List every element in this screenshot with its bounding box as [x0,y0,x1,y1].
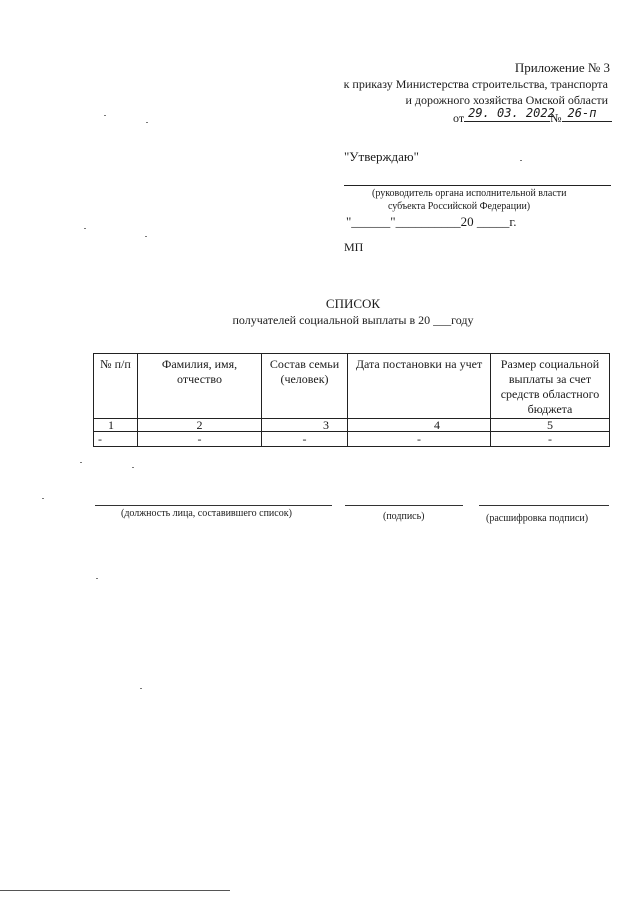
bottom-edge-line [0,890,230,891]
decoding-caption: (расшифровка подписи) [486,513,589,524]
handwritten-date: 29. 03. 2022 [468,106,555,120]
table-cell: 3 [262,419,348,432]
approval-date-line: "______"__________20 _____г. [346,214,517,229]
decoding-line [479,505,609,506]
approver-line [344,185,611,186]
table-cell: 4 [348,419,491,432]
recipients-table [93,353,610,447]
table-cell: 5 [491,419,610,432]
table-cell: 1 [94,419,138,432]
number-sign: № [550,111,562,125]
document-title: СПИСОК [325,296,381,311]
position-caption: (должность лица, составившего список) [121,508,292,519]
signature-line [345,505,463,506]
scan-speck [42,498,44,499]
scan-speck [146,122,148,123]
table-cell: - [262,432,348,447]
table-row [94,432,610,447]
header-cell-amount: Размер социальной выплаты за счет средств областного бюджета [491,354,610,419]
scan-speck [145,236,147,237]
order-date-number [453,106,612,126]
order-line-2: и дорожного хозяйства Омской области [405,93,608,107]
table-cell: - [348,432,491,447]
header-cell-name: Фамилия, имя, отчество [138,354,262,419]
table-cell: - [94,432,138,447]
order-line-1: к приказу Министерства строительства, транспорта [343,77,608,91]
document-subtitle: получателей социальной выплаты в 20 ___году [232,313,474,327]
scan-speck [520,160,522,161]
appendix-number: Приложение № 3 [514,60,610,75]
scan-speck [132,467,134,468]
table-cell: - [491,432,610,447]
approver-caption-1: (руководитель органа исполнительной власти [372,188,567,199]
stamp-label: МП [344,240,364,254]
approver-caption-2: субъекта Российской Федерации) [388,201,531,212]
scan-speck [104,115,106,116]
table-cell: 2 [138,419,262,432]
scan-speck [140,688,142,689]
header-cell-date: Дата постановки на учет [348,354,491,419]
position-line [95,505,332,506]
header-cell-number: № п/п [94,354,138,419]
date-prefix: от [453,111,465,125]
table-header-row [94,354,610,419]
scan-speck [96,578,98,579]
table-numbers-row [94,419,610,432]
table-cell: - [138,432,262,447]
signature-caption: (подпись) [383,511,425,522]
approve-label: "Утверждаю" [344,149,419,164]
handwritten-number: 26-п [567,106,597,120]
header-cell-family: Состав семьи (человек) [262,354,348,419]
scan-speck [84,228,86,229]
scan-speck [80,462,82,463]
